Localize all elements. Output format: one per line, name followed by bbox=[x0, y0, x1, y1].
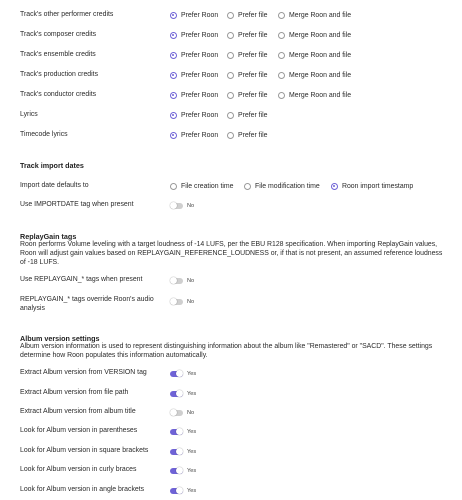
setting-label: Timecode lyrics bbox=[20, 131, 68, 138]
toggle-switch bbox=[170, 278, 183, 284]
album-version-row bbox=[0, 387, 462, 399]
credit-row bbox=[0, 89, 462, 101]
radio-option-prefer-roon[interactable]: Prefer Roon bbox=[170, 131, 218, 140]
radio-selected-icon bbox=[170, 72, 177, 79]
credit-row bbox=[0, 9, 462, 21]
radio-icon bbox=[227, 32, 234, 39]
importdate-tag-row bbox=[0, 199, 462, 211]
replaygain-description: Roon performs Volume leveling with a target loudness of -14 LUFS, per the EBU R128 specification. When importing ReplayGain values, Roon will adjust gain values based on REPLAYGAIN_REFERENCE_LOUDNESS or, if that is not present, an assumed reference loudness of -18 LUFS. bbox=[20, 241, 443, 266]
setting-label: Use IMPORTDATE tag when present bbox=[20, 201, 134, 208]
radio-icon bbox=[278, 52, 285, 59]
radio-icon bbox=[227, 52, 234, 59]
credit-row bbox=[0, 69, 462, 81]
radio-option-merge[interactable]: Merge Roon and file bbox=[278, 11, 351, 20]
setting-label: Track's production credits bbox=[20, 71, 99, 78]
toggle-switch bbox=[170, 391, 183, 397]
radio-option-prefer-file[interactable]: Prefer file bbox=[227, 31, 268, 40]
radio-option-prefer-roon[interactable]: Prefer Roon bbox=[170, 111, 218, 120]
radio-icon bbox=[227, 92, 234, 99]
radio-selected-icon bbox=[331, 183, 338, 190]
replaygain-use-toggle[interactable]: No bbox=[170, 277, 194, 284]
radio-option-merge[interactable]: Merge Roon and file bbox=[278, 91, 351, 100]
radio-icon bbox=[227, 112, 234, 119]
radio-option-prefer-roon[interactable]: Prefer Roon bbox=[170, 91, 218, 100]
album-version-toggle[interactable]: No bbox=[170, 409, 194, 416]
setting-label: Extract Album version from album title bbox=[20, 408, 136, 415]
album-version-row bbox=[0, 367, 462, 379]
toggle-switch bbox=[170, 410, 183, 416]
toggle-switch bbox=[170, 371, 183, 377]
setting-label: Use REPLAYGAIN_* tags when present bbox=[20, 276, 143, 283]
radio-option-merge[interactable]: Merge Roon and file bbox=[278, 31, 351, 40]
radio-option-prefer-file[interactable]: Prefer file bbox=[227, 111, 268, 120]
lyrics-row bbox=[0, 109, 462, 121]
radio-option-prefer-roon[interactable]: Prefer Roon bbox=[170, 11, 218, 20]
setting-label: Track's other performer credits bbox=[20, 11, 114, 18]
radio-option-merge[interactable]: Merge Roon and file bbox=[278, 51, 351, 60]
setting-label: Look for Album version in angle brackets bbox=[20, 486, 145, 493]
radio-icon bbox=[244, 183, 251, 190]
album-version-toggle[interactable]: Yes bbox=[170, 487, 196, 494]
radio-selected-icon bbox=[170, 12, 177, 19]
radio-option-prefer-file[interactable]: Prefer file bbox=[227, 71, 268, 80]
radio-icon bbox=[170, 183, 177, 190]
radio-option-prefer-file[interactable]: Prefer file bbox=[227, 11, 268, 20]
radio-icon bbox=[278, 32, 285, 39]
radio-icon bbox=[227, 132, 234, 139]
radio-selected-icon bbox=[170, 112, 177, 119]
section-title-replaygain: ReplayGain tags bbox=[20, 232, 77, 241]
radio-option-file-creation[interactable]: File creation time bbox=[170, 182, 233, 191]
radio-icon bbox=[278, 92, 285, 99]
toggle-switch bbox=[170, 468, 183, 474]
setting-label: Look for Album version in curly braces bbox=[20, 466, 137, 473]
setting-label: Lyrics bbox=[20, 111, 38, 118]
radio-option-merge[interactable]: Merge Roon and file bbox=[278, 71, 351, 80]
album-version-row bbox=[0, 425, 462, 437]
setting-label: Look for Album version in square brackets bbox=[20, 447, 149, 454]
replaygain-use-row bbox=[0, 274, 462, 286]
radio-icon bbox=[227, 72, 234, 79]
radio-option-roon-import[interactable]: Roon import timestamp bbox=[331, 182, 413, 191]
toggle-switch bbox=[170, 299, 183, 305]
album-version-toggle[interactable]: Yes bbox=[170, 370, 196, 377]
timecode-lyrics-row bbox=[0, 129, 462, 141]
album-version-toggle[interactable]: Yes bbox=[170, 390, 196, 397]
radio-icon bbox=[227, 12, 234, 19]
setting-label: Track's conductor credits bbox=[20, 91, 97, 98]
radio-option-prefer-roon[interactable]: Prefer Roon bbox=[170, 31, 218, 40]
importdate-toggle[interactable]: No bbox=[170, 202, 194, 209]
album-version-toggle[interactable]: Yes bbox=[170, 448, 196, 455]
setting-label: Import date defaults to bbox=[20, 182, 89, 189]
setting-label: Track's composer credits bbox=[20, 31, 97, 38]
section-title-album-version: Album version settings bbox=[20, 334, 100, 343]
radio-icon bbox=[278, 72, 285, 79]
replaygain-override-toggle[interactable]: No bbox=[170, 298, 194, 305]
toggle-switch bbox=[170, 449, 183, 455]
setting-label: REPLAYGAIN_* tags override Roon's audio analysis bbox=[20, 296, 154, 312]
radio-option-prefer-file[interactable]: Prefer file bbox=[227, 51, 268, 60]
import-date-row bbox=[0, 180, 462, 192]
setting-label: Extract Album version from file path bbox=[20, 389, 129, 396]
section-title-import-dates: Track import dates bbox=[20, 161, 84, 170]
setting-label: Track's ensemble credits bbox=[20, 51, 96, 58]
radio-selected-icon bbox=[170, 92, 177, 99]
replaygain-override-row bbox=[0, 295, 462, 307]
setting-label: Look for Album version in parentheses bbox=[20, 427, 138, 434]
credit-row bbox=[0, 49, 462, 61]
radio-option-prefer-roon[interactable]: Prefer Roon bbox=[170, 51, 218, 60]
toggle-switch bbox=[170, 203, 183, 209]
album-version-row bbox=[0, 445, 462, 457]
radio-icon bbox=[278, 12, 285, 19]
radio-option-prefer-roon[interactable]: Prefer Roon bbox=[170, 71, 218, 80]
album-version-description: Album version information is used to represent distinguishing information about the album like "Remastered" or "SACD". These settings determine how Roon populates this information automatically. bbox=[20, 343, 433, 359]
album-version-toggle[interactable]: Yes bbox=[170, 467, 196, 474]
radio-option-prefer-file[interactable]: Prefer file bbox=[227, 131, 268, 140]
radio-option-prefer-file[interactable]: Prefer file bbox=[227, 91, 268, 100]
album-version-row bbox=[0, 484, 462, 496]
radio-option-file-modification[interactable]: File modification time bbox=[244, 182, 320, 191]
album-version-row bbox=[0, 406, 462, 418]
radio-selected-icon bbox=[170, 52, 177, 59]
setting-label: Extract Album version from VERSION tag bbox=[20, 369, 147, 376]
toggle-switch bbox=[170, 488, 183, 494]
toggle-switch bbox=[170, 429, 183, 435]
album-version-toggle[interactable]: Yes bbox=[170, 428, 196, 435]
radio-selected-icon bbox=[170, 132, 177, 139]
credit-row bbox=[0, 29, 462, 41]
radio-selected-icon bbox=[170, 32, 177, 39]
album-version-row bbox=[0, 464, 462, 476]
